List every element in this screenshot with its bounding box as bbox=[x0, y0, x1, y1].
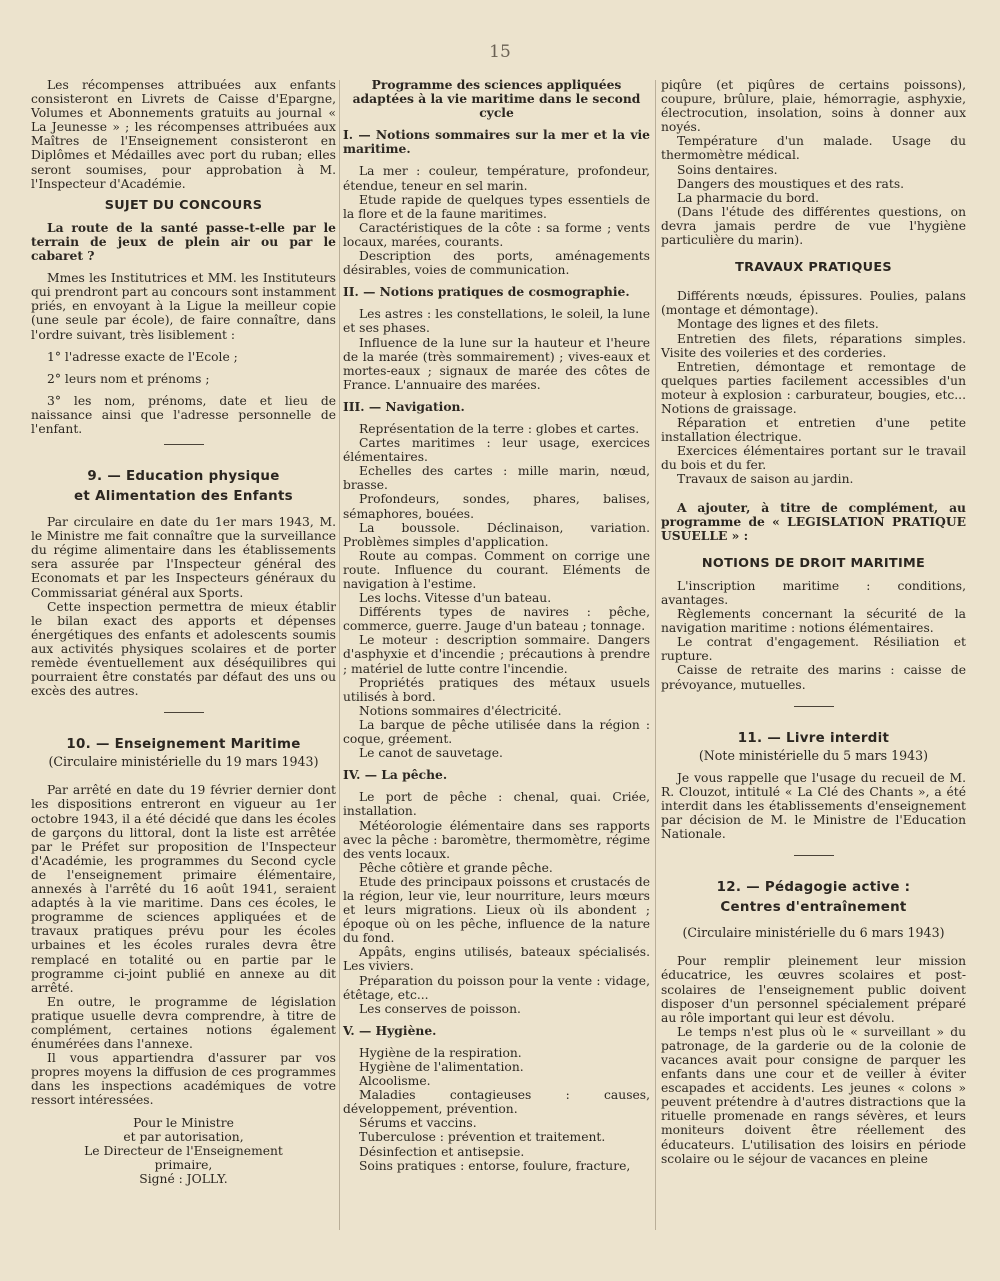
program-item: Alcoolisme. bbox=[359, 1074, 431, 1089]
column-divider bbox=[655, 80, 656, 1230]
program-item: Le port de pêche : chenal, quai. Criée, installation. bbox=[343, 790, 650, 819]
paragraph: Par arrêté en date du 19 février dernier dont les dispositions entreront en vigueur au 1er octobre 1943, il a été décidé que dans les écoles de garçons du littoral, dont la liste est arrêtée par le Préfet sur proposition de l'Inspecteur d'Académie, les programmes du Second cycle de l'enseignement primaire élémentaire, annexés à l'arrêté du 16 août 1941, seraient adaptés à la vie maritime. Dans ces écoles, le programme de sciences appliquées et de travaux pratiques prévu pour les écoles urbaines et les écoles rurales devra être remplacé en totalité ou en partie par le programme ci-joint publié en annexe au dit arrêté. bbox=[31, 783, 336, 995]
section-heading: NOTIONS DE DROIT MARITIME bbox=[701, 555, 926, 571]
program-heading: III. — Navigation. bbox=[343, 398, 465, 414]
program-item: Hygiène de la respiration. bbox=[359, 1045, 522, 1060]
program-item: Désinfection et antisepsie. bbox=[359, 1144, 525, 1159]
list-item: 1° l'adresse exacte de l'Ecole ; bbox=[47, 349, 238, 364]
program-item: Echelles des cartes : mille marin, nœud, brasse. bbox=[343, 464, 650, 493]
program-item: Le canot de sauvetage. bbox=[359, 746, 503, 761]
program-item: Météorologie élémentaire dans ses rapports avec la pêche : baromètre, thermomètre, régime des vents locaux. bbox=[343, 818, 650, 861]
paragraph: Dangers des moustiques et des rats. bbox=[677, 176, 905, 191]
section-title: 12. — Pédagogie active : bbox=[716, 880, 911, 896]
section-title: et Alimentation des Enfants bbox=[74, 489, 293, 505]
section-title: 11. — Livre interdit bbox=[737, 730, 890, 746]
program-item: Description des ports, aménagements désirables, voies de communication. bbox=[343, 249, 650, 278]
paragraph: Les récompenses attribuées aux enfants consisteront en Livrets de Caisse d'Epargne, Volumes et Abonnements gratuits au journal « La Jeunesse » ; les récompenses attribuées aux Maîtres de l'Enseignement consisteront en Diplômes et Médailles avec port du ruban; elles seront soumises, pour approbation à M. l'Inspecteur d'Académie. bbox=[31, 78, 336, 191]
section-subtitle: (Circulaire ministérielle du 19 mars 1943) bbox=[48, 754, 319, 770]
paragraph: Cette inspection permettra de mieux établir le bilan exact des apports et dépenses énergétiques des enfants et adolescents soumis aux activités physiques scolaires et de porter remède éventuellement aux déséquilibres qui pourraient être constatés par défaut des uns ou excès des autres. bbox=[31, 599, 336, 699]
paragraph: Règlements concernant la sécurité de la navigation maritime : notions élémentaires. bbox=[661, 607, 966, 636]
signature-line: Signé : JOLLY. bbox=[139, 1171, 228, 1186]
signature-line: Le Directeur de l'Enseignement bbox=[84, 1143, 283, 1158]
program-item: La mer : couleur, température, profondeur, étendue, teneur en sel marin. bbox=[343, 164, 650, 193]
paragraph: L'inscription maritime : conditions, avantages. bbox=[661, 578, 966, 607]
program-item: Soins pratiques : entorse, foulure, fracture, bbox=[359, 1158, 631, 1173]
program-item: La boussole. Déclinaison, variation. Problèmes simples d'application. bbox=[343, 520, 650, 549]
program-heading: I. — Notions sommaires sur la mer et la vie maritime. bbox=[343, 127, 650, 157]
section-title: 10. — Enseignement Maritime bbox=[66, 737, 301, 753]
column-2 bbox=[343, 78, 650, 1173]
paragraph: Réparation et entretien d'une petite installation électrique. bbox=[661, 416, 966, 445]
paragraph: Soins dentaires. bbox=[677, 162, 778, 177]
program-item: Cartes maritimes : leur usage, exercices élémentaires. bbox=[343, 436, 650, 465]
paragraph: Il vous appartiendra d'assurer par vos propres moyens la diffusion de ces programmes dans les inspections académiques de votre ressort intéressées. bbox=[31, 1051, 336, 1108]
paragraph: Montage des lignes et des filets. bbox=[677, 317, 879, 332]
paragraph: En outre, le programme de législation pratique usuelle devra comprendre, à titre de complément, certaines notions également énumérées dans l'annexe. bbox=[31, 994, 336, 1052]
program-item: Hygiène de l'alimentation. bbox=[359, 1060, 524, 1074]
section-heading: TRAVAUX PRATIQUES bbox=[735, 260, 892, 276]
program-item: Influence de la lune sur la hauteur et l'heure de la marée (très sommairement) ; vives-eaux et mortes-eaux ; signaux de marée des côtes de France. L'annuaire des marées. bbox=[343, 335, 650, 392]
program-item: Tuberculose : prévention et traitement. bbox=[359, 1130, 606, 1145]
program-item: Caractéristiques de la côte : sa forme ; vents locaux, marées, courants. bbox=[343, 220, 650, 249]
list-item: 3° les nom, prénoms, date et lieu de naissance ainsi que l'adresse personnelle de l'enfant. bbox=[31, 393, 336, 436]
program-item: Propriétés pratiques des métaux usuels utilisés à bord. bbox=[343, 675, 650, 704]
list-item: 2° leurs nom et prénoms ; bbox=[47, 371, 210, 386]
paragraph: (Dans l'étude des différentes questions, on devra jamais perdre de vue l'hygiène particulière du marin). bbox=[661, 204, 966, 248]
program-item: Sérums et vaccins. bbox=[359, 1116, 477, 1131]
program-item: Les lochs. Vitesse d'un bateau. bbox=[359, 591, 552, 606]
program-item: Maladies contagieuses : causes, développement, prévention. bbox=[343, 1088, 650, 1117]
program-heading: IV. — La pêche. bbox=[343, 767, 448, 783]
program-item: Etude des principaux poissons et crustacés de la région, leur vie, leur nourriture, leurs mœurs et leurs migrations. Lieux où ils abondent ; époque où on les pêche, influence de la nature du fond. bbox=[343, 874, 650, 946]
paragraph: Température d'un malade. Usage du thermomètre médical. bbox=[661, 134, 966, 163]
paragraph: Entretien, démontage et remontage de quelques parties facilement accessibles d'un moteur à explosion : carburateur, bougies, etc... Notions de graissage. bbox=[661, 359, 966, 416]
program-heading: V. — Hygiène. bbox=[343, 1022, 437, 1038]
paragraph: Pour remplir pleinement leur mission éducatrice, les œuvres scolaires et post-scolaires de l'enseignement public doivent disposer d'un personnel spécialement préparé au rôle important qui leur est dévolu. bbox=[661, 954, 966, 1025]
signature-line: primaire, bbox=[154, 1157, 213, 1172]
program-item: Représentation de la terre : globes et cartes. bbox=[359, 421, 640, 436]
program-item: Route au compas. Comment on corrige une route. Influence du courant. Eléments de navigation à l'estime. bbox=[343, 548, 650, 591]
section-subtitle: (Note ministérielle du 5 mars 1943) bbox=[698, 747, 929, 763]
program-item: Profondeurs, sondes, phares, balises, sémaphores, bouées. bbox=[343, 492, 650, 521]
signature-line: Pour le Ministre bbox=[133, 1115, 234, 1130]
program-title: Programme des sciences appliquées adaptées à la vie maritime dans le second cycle bbox=[352, 77, 641, 121]
program-item: Notions sommaires d'électricité. bbox=[359, 703, 562, 718]
section-title: 9. — Education physique bbox=[87, 469, 280, 485]
section-subtitle: (Circulaire ministérielle du 6 mars 1943) bbox=[682, 925, 945, 941]
paragraph: Entretien des filets, réparations simples. Visite des voileries et des corderies. bbox=[661, 331, 966, 360]
column-3 bbox=[661, 78, 966, 1166]
paragraph: Le temps n'est plus où le « surveillant » du patronage, de la garderie ou de la colonie de vacances avait pour consigne de parquer les enfants dans une cour et de veiller à éviter escapades et accidents. Les jeunes « colons » peuvent prétendre à d'autres distractions que la rituelle promenade en rangs sévères, et leurs moniteurs doivent être réellement des éducateurs. L'utilisation des loisirs en période scolaire ou le séjour de vacances en pleine bbox=[661, 1024, 966, 1166]
signature-line: et par autorisation, bbox=[123, 1129, 244, 1144]
program-item: La barque de pêche utilisée dans la région : coque, gréement. bbox=[343, 717, 650, 747]
program-item: Appâts, engins utilisés, bateaux spécialisés. Les viviers. bbox=[343, 945, 650, 974]
page-number: 15 bbox=[489, 42, 511, 62]
column-1 bbox=[31, 78, 336, 1186]
section-heading: SUJET DU CONCOURS bbox=[104, 197, 263, 213]
paragraph: La pharmacie du bord. bbox=[677, 190, 820, 205]
contest-question: La route de la santé passe-t-elle par le terrain de jeux de plein air ou par le cabaret ? bbox=[31, 219, 336, 264]
program-heading: II. — Notions pratiques de cosmographie. bbox=[343, 284, 630, 300]
paragraph: Mmes les Institutrices et MM. les Instituteurs qui prendront part au concours sont instamment priés, en envoyant à la Ligue la meilleur copie (une seule par école), de faire connaître, dans l'ordre suivant, très lisiblement : bbox=[31, 271, 336, 342]
program-item: Etude rapide de quelques types essentiels de la flore et de la faune maritimes. bbox=[343, 192, 650, 221]
program-item: Différents types de navires : pêche, commerce, guerre. Jauge d'un bateau ; tonnage. bbox=[343, 605, 650, 634]
paragraph: Différents nœuds, épissures. Poulies, palans (montage et démontage). bbox=[661, 289, 966, 318]
program-item: Le moteur : description sommaire. Dangers d'asphyxie et d'incendie ; précautions à prendre ; matériel de lutte contre l'incendie. bbox=[343, 633, 650, 676]
column-divider bbox=[339, 80, 340, 1230]
paragraph: A ajouter, à titre de complément, au programme de « LEGISLATION PRATIQUE USUELLE » : bbox=[661, 499, 966, 543]
paragraph: Par circulaire en date du 1er mars 1943, M. le Ministre me fait connaître que la surveillance du régime alimentaire dans les établissements sera assurée par l'Inspecteur général des Economats et par les Inspecteurs généraux du Commissariat général aux Sports. bbox=[31, 515, 336, 600]
program-item: Les astres : les constellations, le soleil, la lune et ses phases. bbox=[343, 307, 650, 336]
paragraph: Exercices élémentaires portant sur le travail du bois et du fer. bbox=[661, 444, 966, 473]
paragraph: Travaux de saison au jardin. bbox=[677, 472, 854, 487]
paragraph: Caisse de retraite des marins : caisse de prévoyance, mutuelles. bbox=[661, 663, 966, 692]
section-title: Centres d'entraînement bbox=[720, 900, 907, 916]
program-item: Préparation du poisson pour la vente : vidage, étêtage, etc... bbox=[343, 973, 650, 1002]
paragraph: Je vous rappelle que l'usage du recueil de M. R. Clouzot, intitulé « La Clé des Chants », a été interdit dans les établissements d'enseignement par décision de M. le Ministre de l'Education Nationale. bbox=[661, 770, 966, 842]
paragraph: piqûre (et piqûres de certains poissons), coupure, brûlure, plaie, hémorragie, asphyxie, électrocution, insolation, soins à donner aux noyés. bbox=[661, 78, 966, 135]
program-item: Pêche côtière et grande pêche. bbox=[359, 860, 553, 875]
paragraph: Le contrat d'engagement. Résiliation et rupture. bbox=[661, 635, 966, 664]
program-item: Les conserves de poisson. bbox=[359, 1001, 521, 1016]
